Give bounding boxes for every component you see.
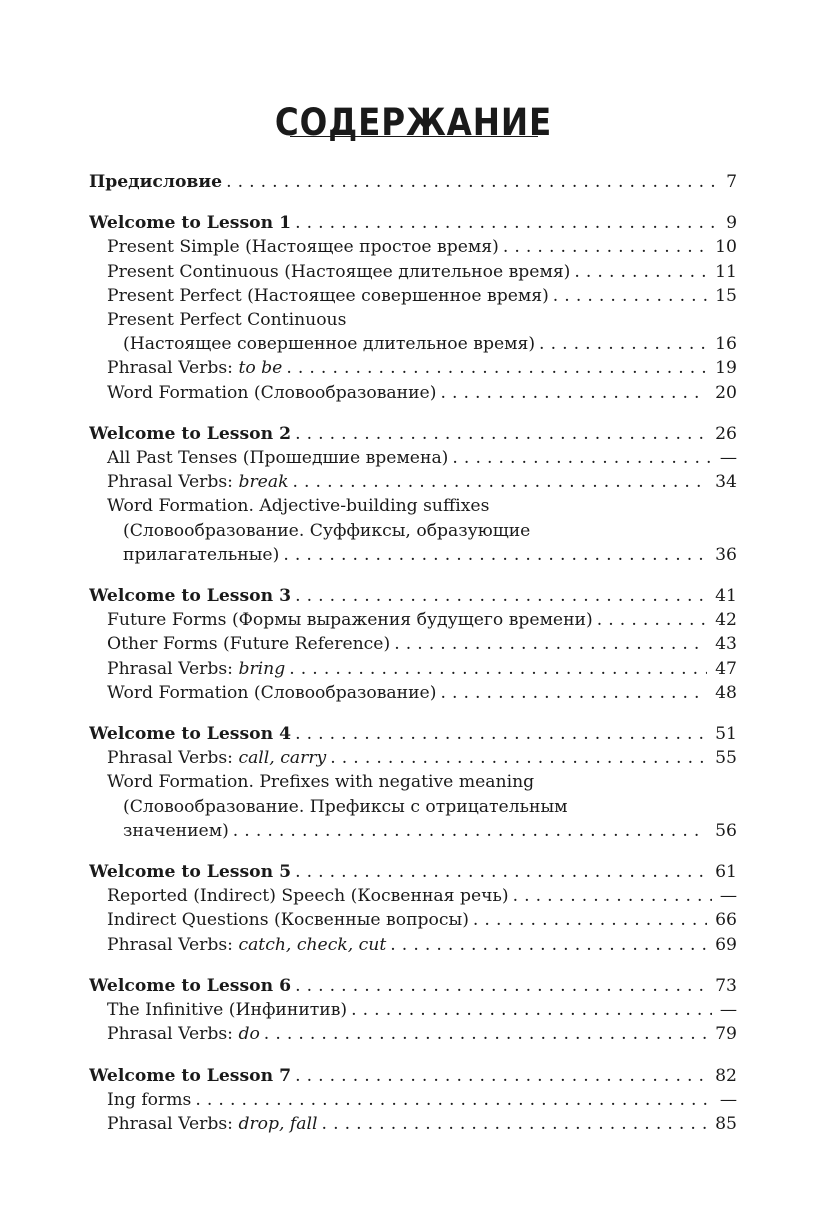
toc-entry-title: Welcome to Lesson 6 [89,975,292,996]
page-number: 85 [715,1113,737,1134]
page-number: 82 [715,1065,737,1086]
toc-entry-title: (Словообразование. Префиксы с отрицательным [123,796,568,817]
dot-leader [295,974,707,998]
page-number: 51 [715,724,737,745]
toc-entry-title: прилагательные) [123,544,280,565]
dot-leader [195,1088,711,1112]
page-number: 69 [715,934,737,955]
toc-entry-title: Phrasal Verbs: call, carry [107,748,327,769]
toc-entry[interactable] [89,494,737,518]
toc-entry[interactable] [89,1022,737,1046]
toc-entry-title: Word Formation (Словообразование) [107,382,437,403]
dot-leader [440,681,707,705]
title-underline [290,136,538,137]
toc-entry-title: All Past Tenses (Прошедшие времена) [107,448,449,469]
dot-leader [452,446,711,470]
toc-entry-title: Word Formation. Adjective-building suffixes [107,496,490,517]
page-number: 26 [715,423,737,444]
toc-entry-italic: call, carry [238,748,327,769]
toc-heading[interactable] [89,1064,737,1088]
toc-entry-title: Welcome to Lesson 7 [89,1065,292,1086]
dot-leader [295,1064,707,1088]
toc-entry-title: Word Formation (Словообразование) [107,682,437,703]
toc-entry[interactable] [89,681,737,705]
dot-leader [539,332,707,356]
toc-entry[interactable] [89,884,737,908]
page-number: 55 [715,748,737,769]
toc-entry-title: Word Formation. Prefixes with negative meaning [107,772,535,793]
toc-heading[interactable] [89,974,737,998]
dot-leader [351,998,712,1022]
toc-entry[interactable] [89,446,737,470]
toc-entry[interactable] [89,519,737,543]
dot-leader [295,422,707,446]
toc-entry-italic: bring [238,658,286,679]
toc-entry-title: Phrasal Verbs: to be [107,358,283,379]
table-of-contents [89,170,737,1153]
dot-leader [226,170,718,194]
toc-entry-title: Present Simple (Настоящее простое время) [107,237,499,258]
toc-entry[interactable] [89,746,737,770]
toc-heading[interactable] [89,170,737,194]
toc-entry-title: Indirect Questions (Косвенные вопросы) [107,910,469,931]
toc-entry-title: Present Perfect (Настоящее совершенное время) [107,285,549,306]
page-number: 20 [715,382,737,403]
page-number: 43 [715,634,737,655]
toc-heading[interactable] [89,722,737,746]
toc-section [89,584,737,705]
dot-leader [390,933,707,957]
toc-entry[interactable] [89,908,737,932]
page-number: 11 [715,261,737,282]
toc-entry-title: Phrasal Verbs: catch, check, cut [107,934,387,955]
dot-leader [553,284,707,308]
toc-entry-italic: break [238,472,289,493]
toc-entry[interactable] [89,657,737,681]
page-number: 73 [715,975,737,996]
toc-entry[interactable] [89,1088,737,1112]
page-number: — [719,1089,737,1110]
dot-leader [295,584,707,608]
toc-heading[interactable] [89,860,737,884]
page-number: 56 [715,820,737,841]
toc-entry-title: (Словообразование. Суффиксы, образующие [123,520,531,541]
toc-entry-italic: catch, check, cut [238,934,387,955]
page-number: — [719,886,737,907]
page-number: 19 [715,358,737,379]
page-number: 16 [715,334,737,355]
toc-entry-title: значением) [123,820,229,841]
toc-entry-title: Reported (Indirect) Speech (Косвенная речь) [107,886,509,907]
toc-entry[interactable] [89,1112,737,1136]
toc-section [89,211,737,405]
dot-leader [286,356,707,380]
toc-entry[interactable] [89,260,737,284]
dot-leader [289,657,707,681]
page-number: 36 [715,544,737,565]
toc-entry[interactable] [89,356,737,380]
toc-section [89,860,737,957]
dot-leader [295,211,718,235]
page-number: 9 [726,213,737,234]
toc-entry[interactable] [89,819,737,843]
page-number: 47 [715,658,737,679]
toc-entry-title: (Настоящее совершенное длительное время) [123,334,536,355]
page-number: 61 [715,862,737,883]
toc-entry-title: Phrasal Verbs: bring [107,658,286,679]
page-number: 66 [715,910,737,931]
page-title: СОДЕРЖАНИЕ [274,100,553,144]
page-number: — [719,1000,737,1021]
toc-entry[interactable] [89,632,737,656]
toc-entry[interactable] [89,308,737,332]
toc-entry-title: Phrasal Verbs: do [107,1024,260,1045]
page-number: 7 [726,172,737,192]
dot-leader [440,381,707,405]
toc-entry[interactable] [89,608,737,632]
page-number: 79 [715,1024,737,1045]
toc-section [89,170,737,194]
dot-leader [233,819,707,843]
page-number: 42 [715,610,737,631]
dot-leader [513,884,712,908]
toc-section [89,422,737,567]
dot-leader [295,860,707,884]
toc-entry[interactable] [89,381,737,405]
toc-entry[interactable] [89,998,737,1022]
toc-entry-title: The Infinitive (Инфинитив) [107,1000,348,1021]
toc-entry-title: Welcome to Lesson 3 [89,586,292,607]
page-number: 48 [715,682,737,703]
toc-entry-title: Ing forms [107,1089,192,1110]
dot-leader [503,235,707,259]
page-number: — [719,448,737,469]
dot-leader [322,1112,708,1136]
toc-section [89,722,737,843]
toc-entry-italic: do [238,1024,260,1045]
toc-entry-title: Present Perfect Continuous [107,310,347,331]
toc-entry-title: Future Forms (Формы выражения будущего времени) [107,610,593,631]
toc-entry-italic: drop, fall [238,1113,318,1134]
toc-entry-italic: to be [238,358,283,379]
dot-leader [473,908,707,932]
toc-section [89,974,737,1047]
toc-entry-title: Welcome to Lesson 5 [89,862,292,883]
toc-entry[interactable] [89,332,737,356]
toc-entry-title: Предисловие [89,172,223,192]
toc-entry[interactable] [89,284,737,308]
toc-entry-title: Welcome to Lesson 1 [89,213,292,234]
dot-leader [574,260,707,284]
page-number: 15 [715,285,737,306]
toc-entry-title: Other Forms (Future Reference) [107,634,391,655]
toc-entry[interactable] [89,543,737,567]
toc-entry-title: Phrasal Verbs: break [107,472,289,493]
toc-heading[interactable] [89,211,737,235]
dot-leader [283,543,707,567]
toc-entry-title: Welcome to Lesson 2 [89,423,292,444]
toc-entry[interactable] [89,470,737,494]
dot-leader [394,632,707,656]
toc-heading[interactable] [89,422,737,446]
toc-entry[interactable] [89,933,737,957]
toc-entry-title: Phrasal Verbs: drop, fall [107,1113,318,1134]
dot-leader [293,470,708,494]
dot-leader [330,746,707,770]
toc-entry[interactable] [89,795,737,819]
page-number: 10 [715,237,737,258]
toc-entry-title: Welcome to Lesson 4 [89,724,292,745]
toc-section [89,1064,737,1137]
toc-entry[interactable] [89,770,737,794]
page-number: 41 [715,586,737,607]
dot-leader [264,1022,707,1046]
page-number: 34 [715,472,737,493]
dot-leader [295,722,707,746]
dot-leader [597,608,707,632]
toc-entry-title: Present Continuous (Настоящее длительное время) [107,261,571,282]
toc-entry[interactable] [89,235,737,259]
toc-heading[interactable] [89,584,737,608]
